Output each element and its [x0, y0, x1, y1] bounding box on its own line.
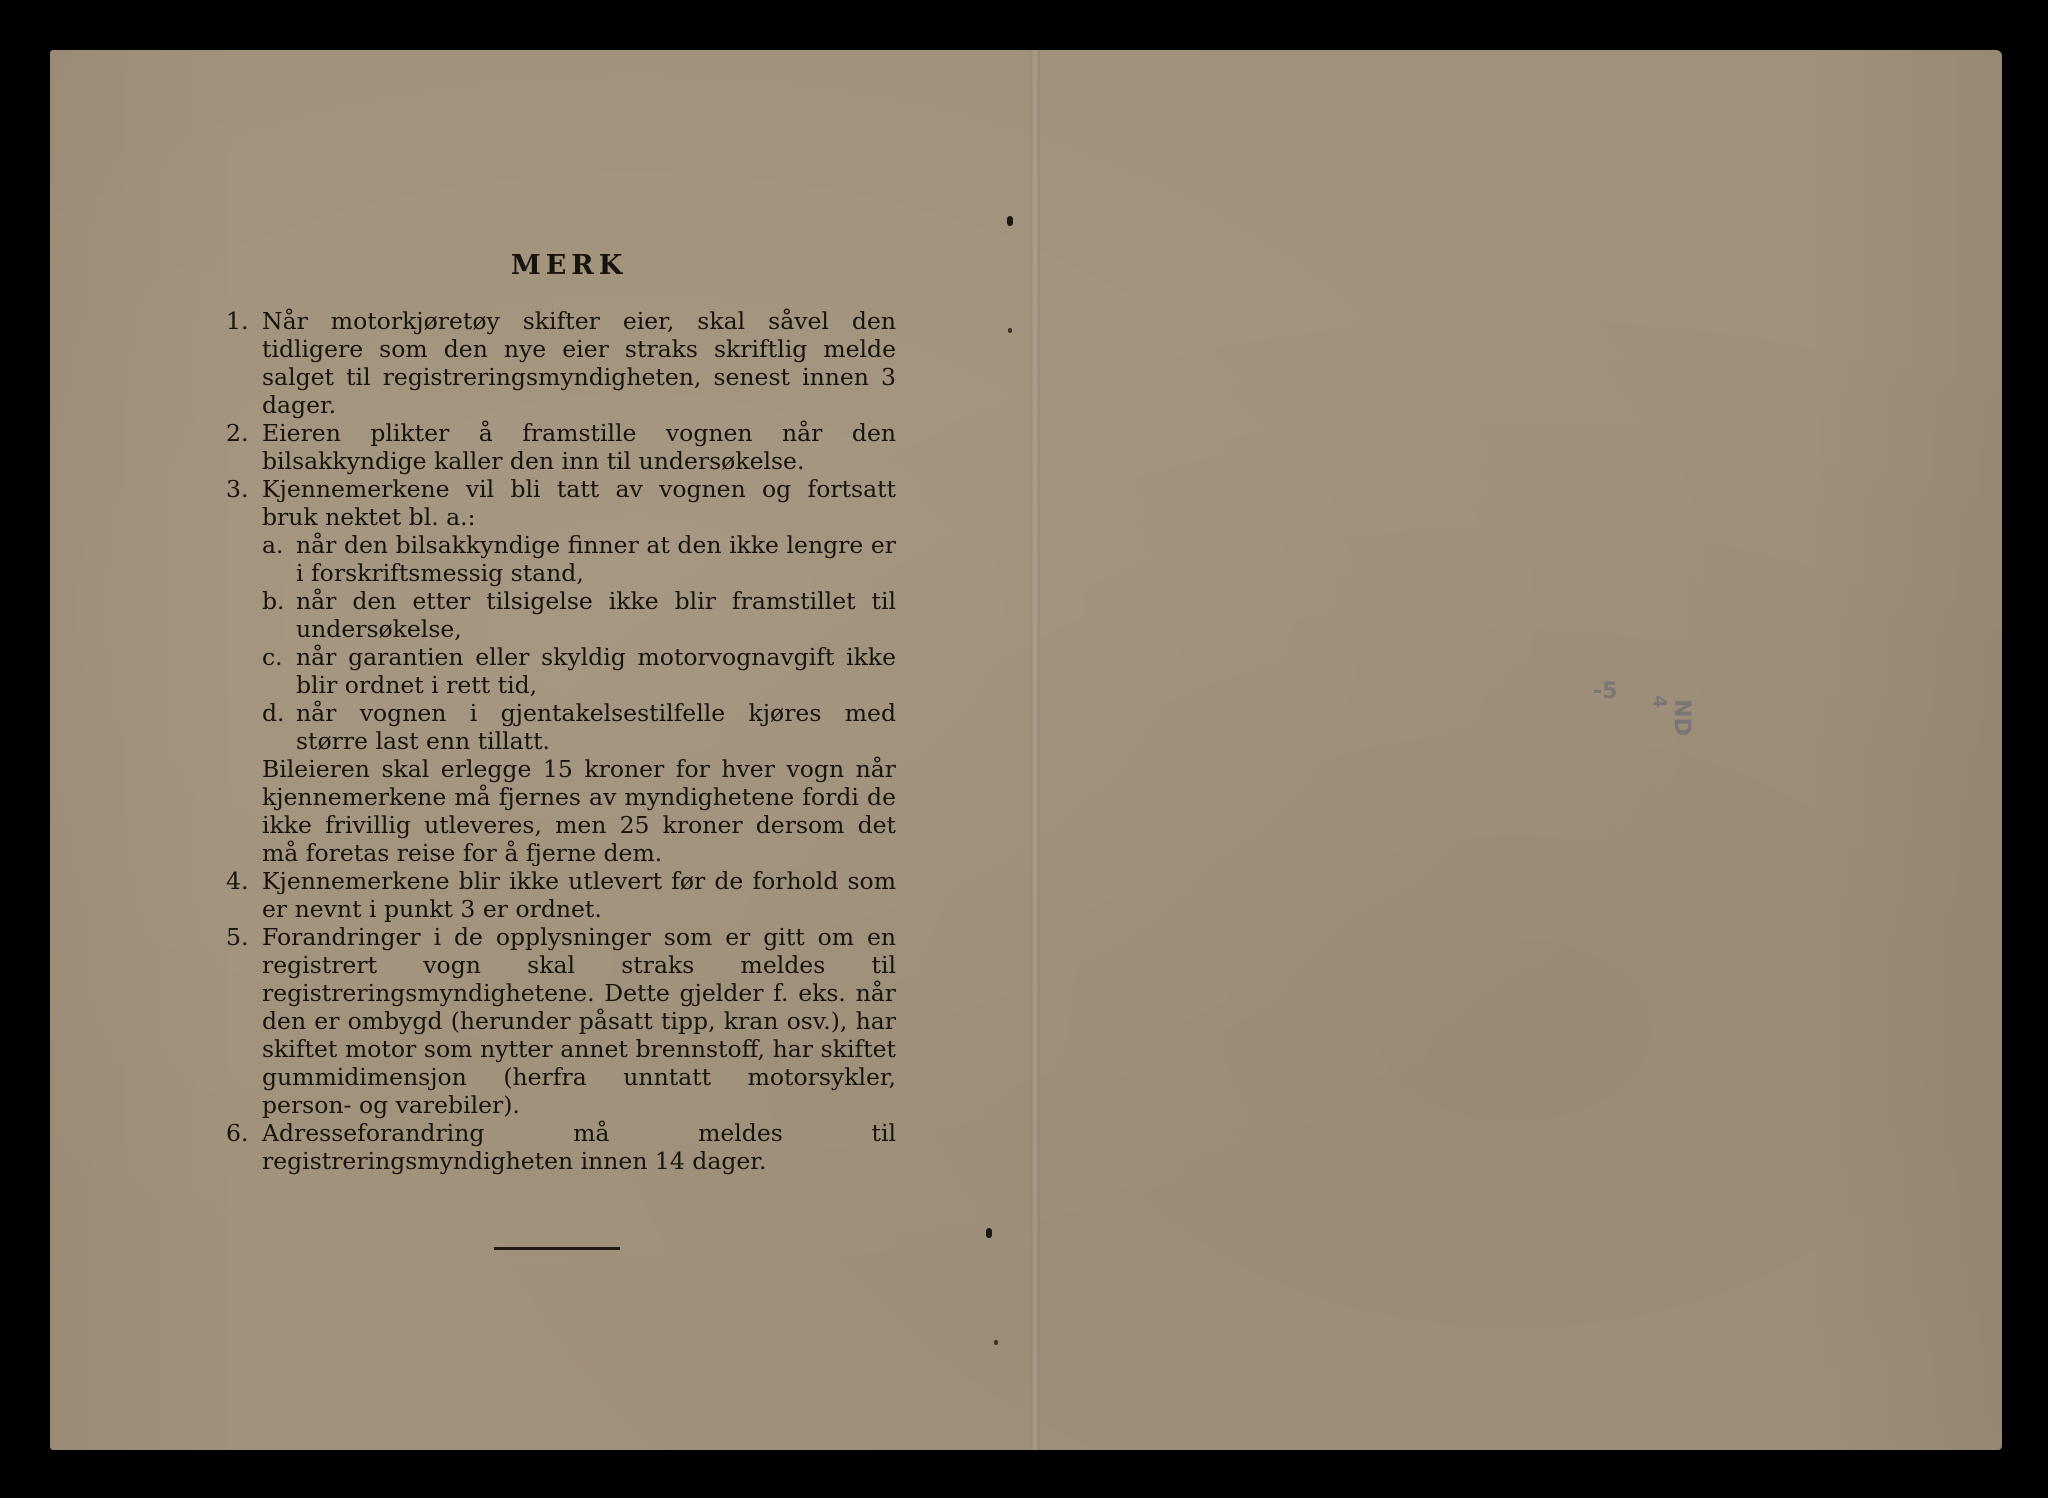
note-text: Når motorkjøretøy skifter eier, skal såvel den tidligere som den nye eier straks skriftlig melde salget til registreringsmyndigheten, senest innen 3 dager.: [262, 307, 896, 419]
note-item: [226, 923, 896, 1119]
subitem: [262, 531, 896, 587]
subitem-text: når den etter tilsigelse ikke blir framstillet til undersøkelse,: [296, 587, 896, 643]
notes-list: [226, 307, 896, 1175]
note-number: 6.: [226, 1119, 249, 1147]
note-item: [226, 307, 896, 419]
subitem-letter: d.: [262, 699, 285, 727]
subitem-list: [262, 531, 896, 755]
note-text-after: Bileieren skal erlegge 15 kroner for hver vogn når kjennemerkene må fjernes av myndighetene fordi de ikke frivillig utleveres, men 25 kroner dersom det må foretas reise for å fjerne dem.: [262, 755, 896, 867]
closing-rule: [494, 1247, 620, 1250]
note-text: Adresseforandring må meldes til registreringsmyndigheten innen 14 dager.: [262, 1119, 896, 1175]
note-number: 3.: [226, 475, 249, 503]
document-title: MERK: [510, 250, 628, 281]
subitem-text: når den bilsakkyndige finner at den ikke lengre er i forskriftsmessig stand,: [296, 531, 896, 587]
note-item: [226, 1119, 896, 1175]
note-text: Kjennemerkene vil bli tatt av vognen og fortsatt bruk nektet bl. a.:: [262, 475, 896, 531]
stamp-fragment: 4: [1648, 695, 1670, 708]
subitem-letter: a.: [262, 531, 284, 559]
staple-mark: [1008, 328, 1012, 333]
stamp-fragment: -5: [1593, 679, 1618, 704]
note-item: [226, 475, 896, 867]
subitem: [262, 643, 896, 699]
note-number: 5.: [226, 923, 249, 951]
note-text: Eieren plikter å framstille vognen når den bilsakkyndige kaller den inn til undersøkelse.: [262, 419, 896, 475]
note-item: [226, 419, 896, 475]
note-number: 2.: [226, 419, 249, 447]
subitem: [262, 587, 896, 643]
left-page: [226, 250, 896, 1175]
staple-mark-lower: [994, 1340, 998, 1345]
note-text: Kjennemerkene blir ikke utlevert før de forhold som er nevnt i punkt 3 er ordnet.: [262, 867, 896, 923]
center-fold: [1030, 50, 1040, 1450]
subitem-text: når vognen i gjentakelsestilfelle kjøres med større last enn tillatt.: [296, 699, 896, 755]
subitem-letter: b.: [262, 587, 285, 615]
note-number: 1.: [226, 307, 249, 335]
note-item: [226, 867, 896, 923]
note-text: Forandringer i de opplysninger som er gitt om en registrert vogn skal straks meldes til registreringsmyndighetene. Dette gjelder f. eks. når den er ombygd (herunder påsatt tipp, kran osv.), har skiftet motor som nytter annet brennstoff, har skiftet gummidimensjon (herfra unntatt motorsykler, person- og varebiler).: [262, 923, 896, 1119]
subitem: [262, 699, 896, 755]
note-body: [262, 475, 896, 867]
staple-hole-bottom: [986, 1228, 992, 1238]
note-number: 4.: [226, 867, 249, 895]
subitem-text: når garantien eller skyldig motorvognavgift ikke blir ordnet i rett tid,: [296, 643, 896, 699]
faded-stamp: [1535, 675, 1695, 765]
stamp-fragment: ND: [1668, 699, 1694, 736]
subitem-letter: c.: [262, 643, 283, 671]
staple-hole-top: [1007, 216, 1013, 226]
